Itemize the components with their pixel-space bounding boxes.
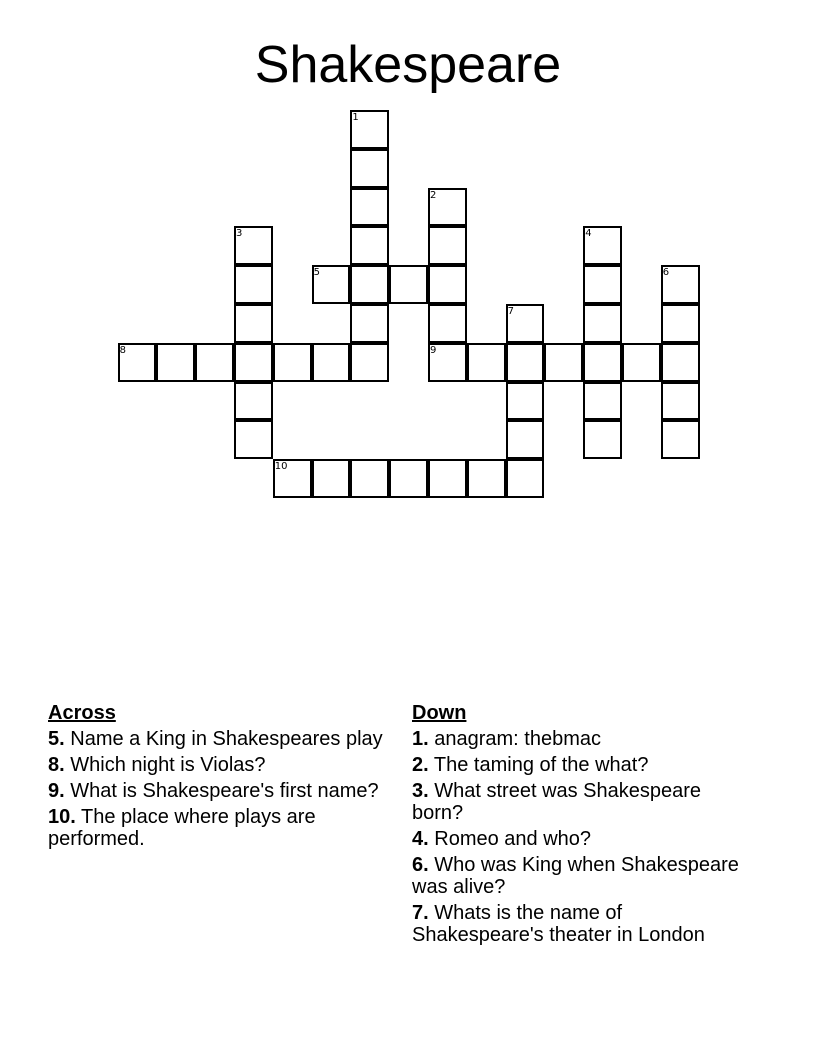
grid-cell[interactable]	[195, 343, 234, 382]
grid-cell[interactable]	[583, 304, 622, 343]
grid-cell[interactable]	[583, 382, 622, 421]
clue-number-4: 4	[585, 228, 592, 240]
grid-cell[interactable]	[350, 226, 389, 265]
down-clues	[412, 702, 752, 950]
clue-number-1: 1	[352, 112, 359, 123]
grid-cell[interactable]	[350, 343, 389, 382]
grid-cell[interactable]	[428, 459, 467, 498]
down-clue-2: 2. The taming of the what?	[412, 754, 649, 776]
grid-cell[interactable]	[544, 343, 583, 382]
grid-cell[interactable]	[234, 265, 273, 304]
grid-cell[interactable]	[350, 149, 389, 188]
down-clue-1: 1. anagram: thebmac	[412, 728, 602, 750]
grid-cell[interactable]	[506, 343, 545, 382]
down-clue-4: 4. Romeo and who?	[412, 828, 592, 850]
grid-cell[interactable]	[389, 459, 428, 498]
across-clue-10: 10. The place where plays are performed.	[48, 806, 316, 850]
down-clue-6: 6. Who was King when Shakespeare was alive?	[412, 854, 739, 898]
grid-cell[interactable]	[234, 420, 273, 459]
clue-number-5: 5	[313, 267, 320, 279]
across-clue-5: 5. Name a King in Shakespeares play	[48, 728, 383, 750]
down-clue-3: 3. What street was Shakespeare born?	[412, 780, 702, 824]
clue-number-6: 6	[662, 267, 670, 279]
grid-cell[interactable]	[661, 382, 700, 421]
grid-cell[interactable]	[156, 343, 195, 382]
grid-cell[interactable]	[661, 304, 700, 343]
grid-cell[interactable]	[312, 343, 351, 382]
grid-cell[interactable]	[428, 226, 467, 265]
grid-cell[interactable]	[506, 459, 545, 498]
grid-cell[interactable]	[506, 382, 545, 421]
clue-number-10: 10	[274, 461, 288, 473]
grid-cell[interactable]	[234, 382, 273, 421]
clue-number-3: 3	[236, 228, 243, 240]
clue-number-9: 9	[430, 344, 437, 356]
grid-cell[interactable]	[622, 343, 661, 382]
grid-cell[interactable]	[350, 188, 389, 227]
grid-cell[interactable]	[428, 304, 467, 343]
puzzle-title: Shakespeare	[254, 36, 562, 94]
clue-number-7: 7	[507, 306, 514, 317]
grid-cell[interactable]	[661, 343, 700, 382]
grid-cell[interactable]	[428, 265, 467, 304]
grid-cell[interactable]	[273, 343, 312, 382]
grid-cell[interactable]	[583, 343, 622, 382]
clue-number-2: 2	[430, 189, 437, 201]
grid-cell[interactable]	[467, 343, 506, 382]
grid-cell[interactable]	[234, 304, 273, 343]
across-clue-9: 9. What is Shakespeare's first name?	[48, 780, 379, 802]
grid-cell[interactable]	[312, 459, 351, 498]
across-clue-8: 8. Which night is Violas?	[48, 754, 266, 776]
crossword-grid	[0, 0, 816, 520]
down-heading: Down	[412, 702, 467, 724]
down-clue-7: 7. Whats is the name of Shakespeare's theater in London	[412, 902, 705, 946]
across-clues	[48, 702, 388, 854]
grid-cell[interactable]	[350, 459, 389, 498]
grid-cell[interactable]	[583, 265, 622, 304]
grid-cell[interactable]	[583, 420, 622, 459]
grid-cell[interactable]	[506, 420, 545, 459]
grid-cell[interactable]	[234, 343, 273, 382]
clue-number-8: 8	[119, 344, 126, 356]
grid-cell[interactable]	[389, 265, 428, 304]
grid-cell[interactable]	[661, 420, 700, 459]
grid-cell[interactable]	[467, 459, 506, 498]
grid-cell[interactable]	[350, 265, 389, 304]
across-heading: Across	[48, 702, 116, 724]
grid-cell[interactable]	[350, 304, 389, 343]
